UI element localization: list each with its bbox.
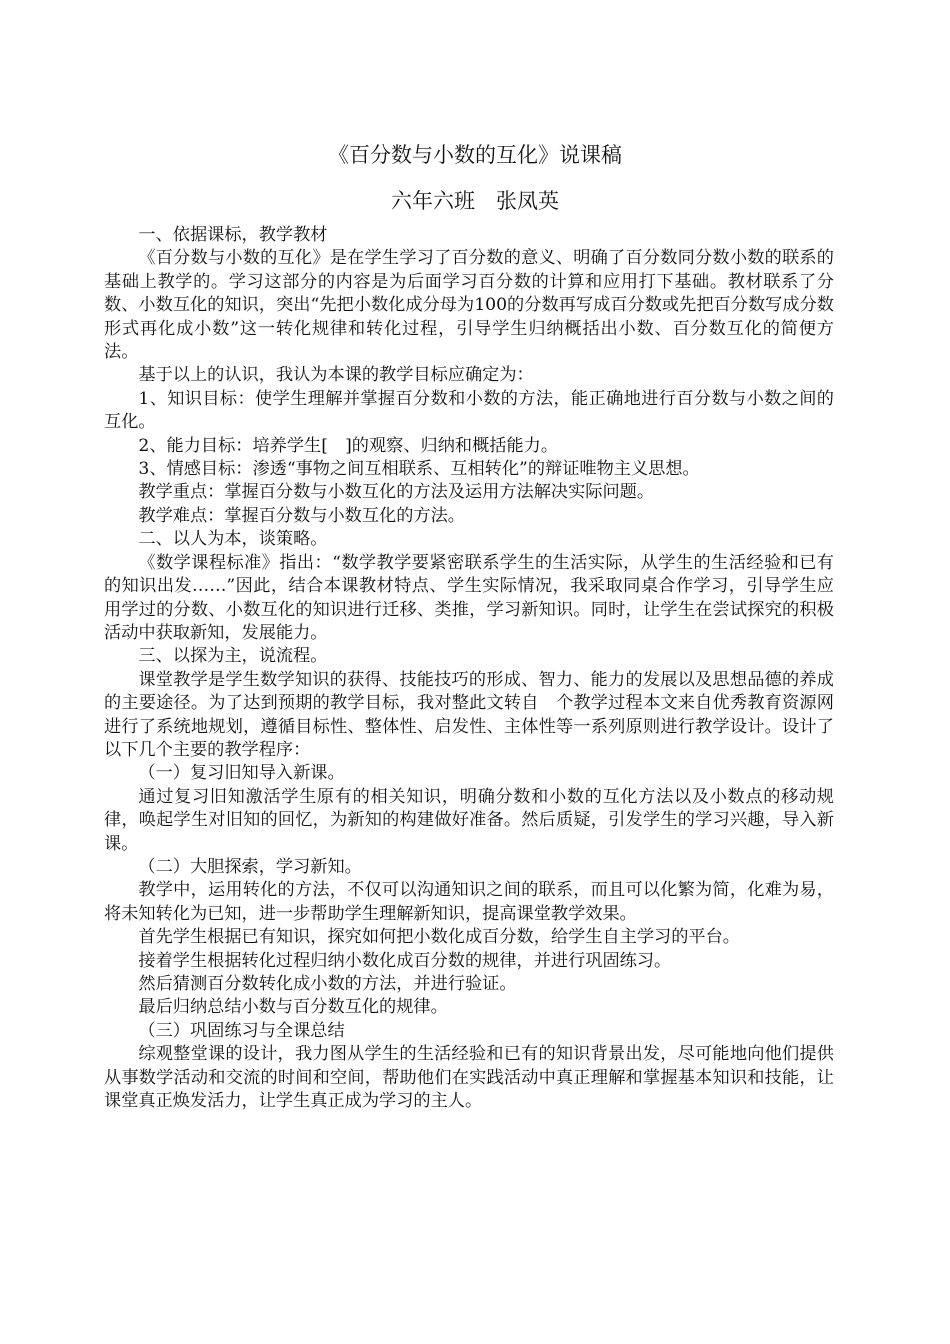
paragraph: 基于以上的认识，我认为本课的教学目标应确定为： [138, 365, 534, 386]
paragraph: 接着学生根据转化过程归纳小数化成百分数的规律，并进行巩固练习。 [138, 950, 672, 971]
goal-knowledge: 1、知识目标：使学生理解并掌握百分数和小数的方法，能正确地进行百分数与小数之间的互化。 [104, 388, 834, 433]
paragraph: 课堂教学是学生数学知识的获得、技能技巧的形成、智力、能力的发展以及思想品德的养成的主要途径。为了达到预期的教学目标，我对整此文转自 个教学过程本文来自优秀教育资源网进行了系统地规划，遵循目标性、整体性、启发性、主体性等一系列原则进行教学设计。设计了以下几个主要的教学程序： [104, 669, 834, 760]
goal-ability: 2、能力目标：培养学生[ ]的观察、归纳和概括能力。 [138, 435, 559, 456]
paragraph: 《数学课程标准》指出：“数学教学要紧密联系学生的生活实际，从学生的生活经验和已有的知识出发……”因此，结合本课教材特点、学生实际情况，我采取同桌合作学习，引导学生应用学过的分数、小数互化的知识进行迁移、类推，学习新知识。同时，让学生在尝试探究的积极活动中获取新知，发展能力。 [104, 552, 834, 643]
document-body [104, 224, 834, 1113]
paragraph: 然后猜测百分数转化成小数的方法，并进行验证。 [138, 974, 517, 994]
subsection-heading-2: （二）大胆探索，学习新知。 [138, 856, 362, 877]
section-heading-3: 三、以探为主，说流程。 [138, 646, 328, 667]
subsection-heading-3: （三）巩固练习与全课总结 [138, 1020, 345, 1041]
paragraph: 首先学生根据已有知识，探究如何把小数化成百分数，给学生自主学习的平台。 [138, 927, 740, 948]
section-heading-2: 二、以人为本，谈策略。 [138, 529, 328, 550]
subsection-heading-1: （一）复习旧知导入新课。 [138, 763, 345, 784]
goal-emotion: 3、情感目标：渗透“事物之间互相联系、互相转化”的辩证唯物主义思想。 [138, 459, 700, 480]
teaching-difficulty: 教学难点：掌握百分数与小数互化的方法。 [138, 505, 465, 526]
paragraph: 通过复习旧知激活学生原有的相关知识，明确分数和小数的互化方法以及小数点的移动规律，唤起学生对旧知的回忆，为新知的构建做好准备。然后质疑，引发学生的学习兴趣，导入新课。 [104, 786, 834, 854]
document-author: 六年六班 张凤英 [391, 189, 559, 213]
section-heading-1: 一、依据课标，教学教材 [138, 225, 328, 245]
paragraph: 最后归纳总结小数与百分数互化的规律。 [138, 997, 448, 1018]
paragraph: 教学中，运用转化的方法，不仅可以沟通知识之间的联系，而且可以化繁为简，化难为易，将未知转化为已知，进一步帮助学生理解新知识，提高课堂教学效果。 [104, 880, 834, 924]
teaching-key-point: 教学重点：掌握百分数与小数互化的方法及运用方法解决实际问题。 [138, 482, 655, 503]
paragraph: 《百分数与小数的互化》是在学生学习了百分数的意义、明确了百分数同分数小数的联系的基础上教学的。学习这部分的内容是为后面学习百分数的计算和应用打下基础。教材联系了分数、小数互化的知识，突出“先把小数化成分母为100的分数再写成百分数或先把百分数写成分数形式再化成小数”这一转化规律和转化过程，引导学生归纳概括出小数、百分数互化的简便方法。 [104, 248, 834, 363]
document-title: 《百分数与小数的互化》说课稿 [328, 143, 622, 167]
paragraph: 综观整堂课的设计，我力图从学生的生活经验和已有的知识背景出发，尽可能地向他们提供从事数学活动和交流的时间和空间，帮助他们在实践活动中真正理解和掌握基本知识和技能，让课堂真正焕发活力，让学生真正成为学习的主人。 [104, 1044, 834, 1112]
